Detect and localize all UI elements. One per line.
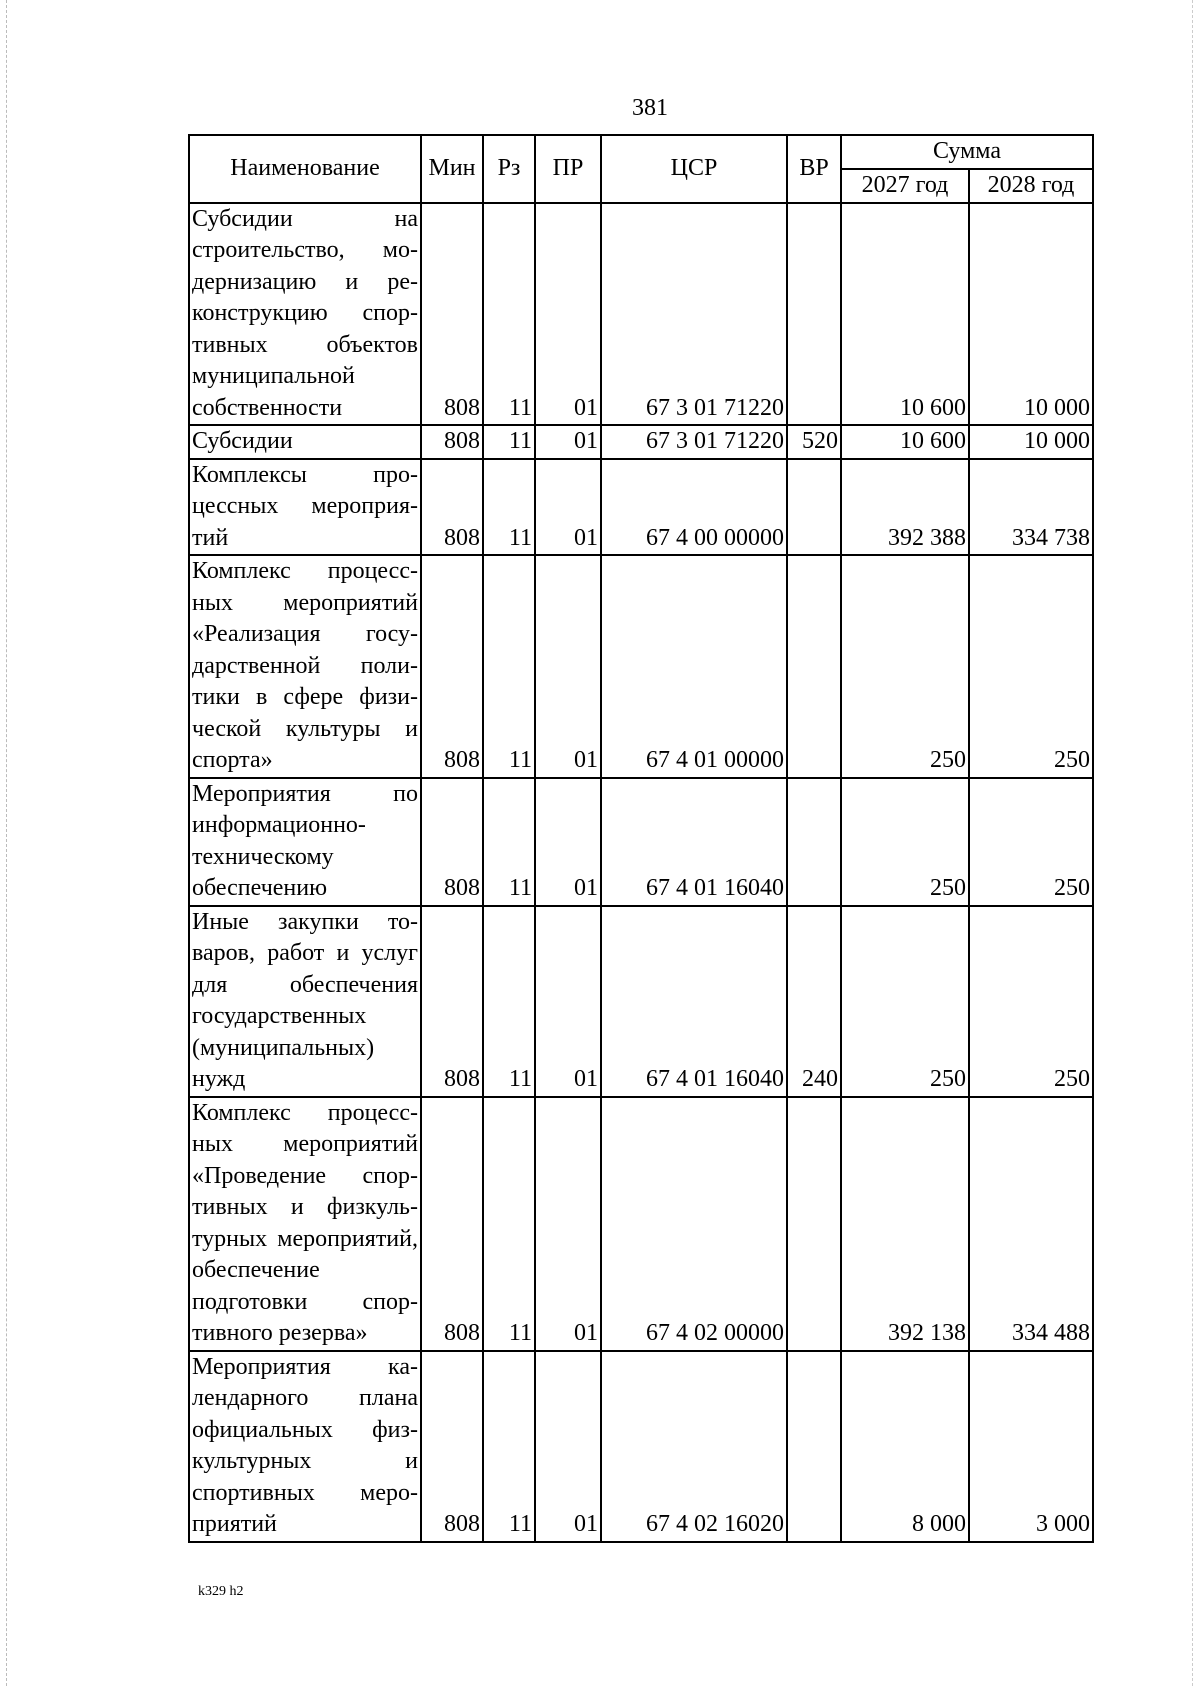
row-vr: 520 bbox=[787, 425, 841, 459]
row-2028: 10 000 bbox=[969, 425, 1093, 459]
row-vr bbox=[787, 1351, 841, 1542]
row-2028: 3 000 bbox=[969, 1351, 1093, 1542]
row-name: Комплексы процессных мероприятий bbox=[189, 459, 421, 556]
row-2028: 334 488 bbox=[969, 1097, 1093, 1351]
row-rz: 11 bbox=[483, 425, 535, 459]
row-2027: 10 600 bbox=[841, 425, 969, 459]
row-vr: 240 bbox=[787, 906, 841, 1097]
row-vr bbox=[787, 459, 841, 556]
row-rz: 11 bbox=[483, 1097, 535, 1351]
row-min: 808 bbox=[421, 778, 483, 906]
row-2028: 250 bbox=[969, 778, 1093, 906]
row-vr bbox=[787, 203, 841, 426]
row-pr: 01 bbox=[535, 459, 601, 556]
row-min: 808 bbox=[421, 1097, 483, 1351]
row-vr bbox=[787, 778, 841, 906]
row-min: 808 bbox=[421, 459, 483, 556]
row-csr: 67 4 01 16040 bbox=[601, 906, 787, 1097]
row-vr bbox=[787, 1097, 841, 1351]
header-2027: 2027 год bbox=[841, 169, 969, 203]
row-min: 808 bbox=[421, 203, 483, 426]
row-name: Мероприятия по информационно-техническому обеспечению bbox=[189, 778, 421, 906]
row-rz: 11 bbox=[483, 203, 535, 426]
row-rz: 11 bbox=[483, 1351, 535, 1542]
row-rz: 11 bbox=[483, 906, 535, 1097]
row-2027: 392 388 bbox=[841, 459, 969, 556]
table-row bbox=[189, 425, 1093, 459]
row-csr: 67 3 01 71220 bbox=[601, 425, 787, 459]
row-pr: 01 bbox=[535, 425, 601, 459]
row-min: 808 bbox=[421, 425, 483, 459]
row-pr: 01 bbox=[535, 778, 601, 906]
row-rz: 11 bbox=[483, 778, 535, 906]
table-body bbox=[189, 203, 1093, 1542]
header-sum: Сумма bbox=[841, 135, 1093, 169]
row-pr: 01 bbox=[535, 1351, 601, 1542]
header-2028: 2028 год bbox=[969, 169, 1093, 203]
table-row bbox=[189, 1097, 1093, 1351]
header-vr: ВР bbox=[787, 135, 841, 203]
scan-right-edge bbox=[1192, 0, 1194, 1686]
table-row bbox=[189, 778, 1093, 906]
row-csr: 67 4 02 16020 bbox=[601, 1351, 787, 1542]
row-2027: 10 600 bbox=[841, 203, 969, 426]
row-min: 808 bbox=[421, 1351, 483, 1542]
row-2027: 250 bbox=[841, 555, 969, 778]
row-csr: 67 3 01 71220 bbox=[601, 203, 787, 426]
row-rz: 11 bbox=[483, 459, 535, 556]
row-csr: 67 4 00 00000 bbox=[601, 459, 787, 556]
header-pr: ПР bbox=[535, 135, 601, 203]
row-name: Комплекс процессных мероприятий «Проведение спортивных и физкультурных мероприятий, обеспечение подготовки спортивного резерва» bbox=[189, 1097, 421, 1351]
row-name: Субсидии bbox=[189, 425, 421, 459]
row-name: Комплекс процессных мероприятий «Реализация государственной политики в сфере физической культуры и спорта» bbox=[189, 555, 421, 778]
row-pr: 01 bbox=[535, 203, 601, 426]
row-2027: 392 138 bbox=[841, 1097, 969, 1351]
table-row bbox=[189, 203, 1093, 426]
row-2027: 250 bbox=[841, 906, 969, 1097]
row-2027: 8 000 bbox=[841, 1351, 969, 1542]
row-pr: 01 bbox=[535, 906, 601, 1097]
row-min: 808 bbox=[421, 555, 483, 778]
row-csr: 67 4 01 16040 bbox=[601, 778, 787, 906]
table-row bbox=[189, 555, 1093, 778]
row-2028: 334 738 bbox=[969, 459, 1093, 556]
row-2027: 250 bbox=[841, 778, 969, 906]
scan-left-edge bbox=[6, 0, 8, 1686]
header-min: Мин bbox=[421, 135, 483, 203]
row-2028: 250 bbox=[969, 906, 1093, 1097]
header-csr: ЦСР bbox=[601, 135, 787, 203]
row-pr: 01 bbox=[535, 555, 601, 778]
row-min: 808 bbox=[421, 906, 483, 1097]
row-name: Мероприятия календарного плана официальных физкультурных и спортивных мероприятий bbox=[189, 1351, 421, 1542]
row-csr: 67 4 02 00000 bbox=[601, 1097, 787, 1351]
table-row bbox=[189, 906, 1093, 1097]
row-name: Субсидии на строительство, модернизацию и реконструкцию спортивных объектов муниципальной собственности bbox=[189, 203, 421, 426]
footer-code: k329 h2 bbox=[198, 1584, 244, 1599]
row-pr: 01 bbox=[535, 1097, 601, 1351]
row-2028: 250 bbox=[969, 555, 1093, 778]
table-row bbox=[189, 1351, 1093, 1542]
budget-table bbox=[188, 134, 1094, 1543]
header-rz: Рз bbox=[483, 135, 535, 203]
row-2028: 10 000 bbox=[969, 203, 1093, 426]
row-vr bbox=[787, 555, 841, 778]
row-name: Иные закупки товаров, работ и услуг для обеспечения государственных (муниципальных) нужд bbox=[189, 906, 421, 1097]
page-number: 381 bbox=[632, 95, 668, 121]
table-row bbox=[189, 459, 1093, 556]
row-csr: 67 4 01 00000 bbox=[601, 555, 787, 778]
row-rz: 11 bbox=[483, 555, 535, 778]
header-name: Наименование bbox=[189, 135, 421, 203]
